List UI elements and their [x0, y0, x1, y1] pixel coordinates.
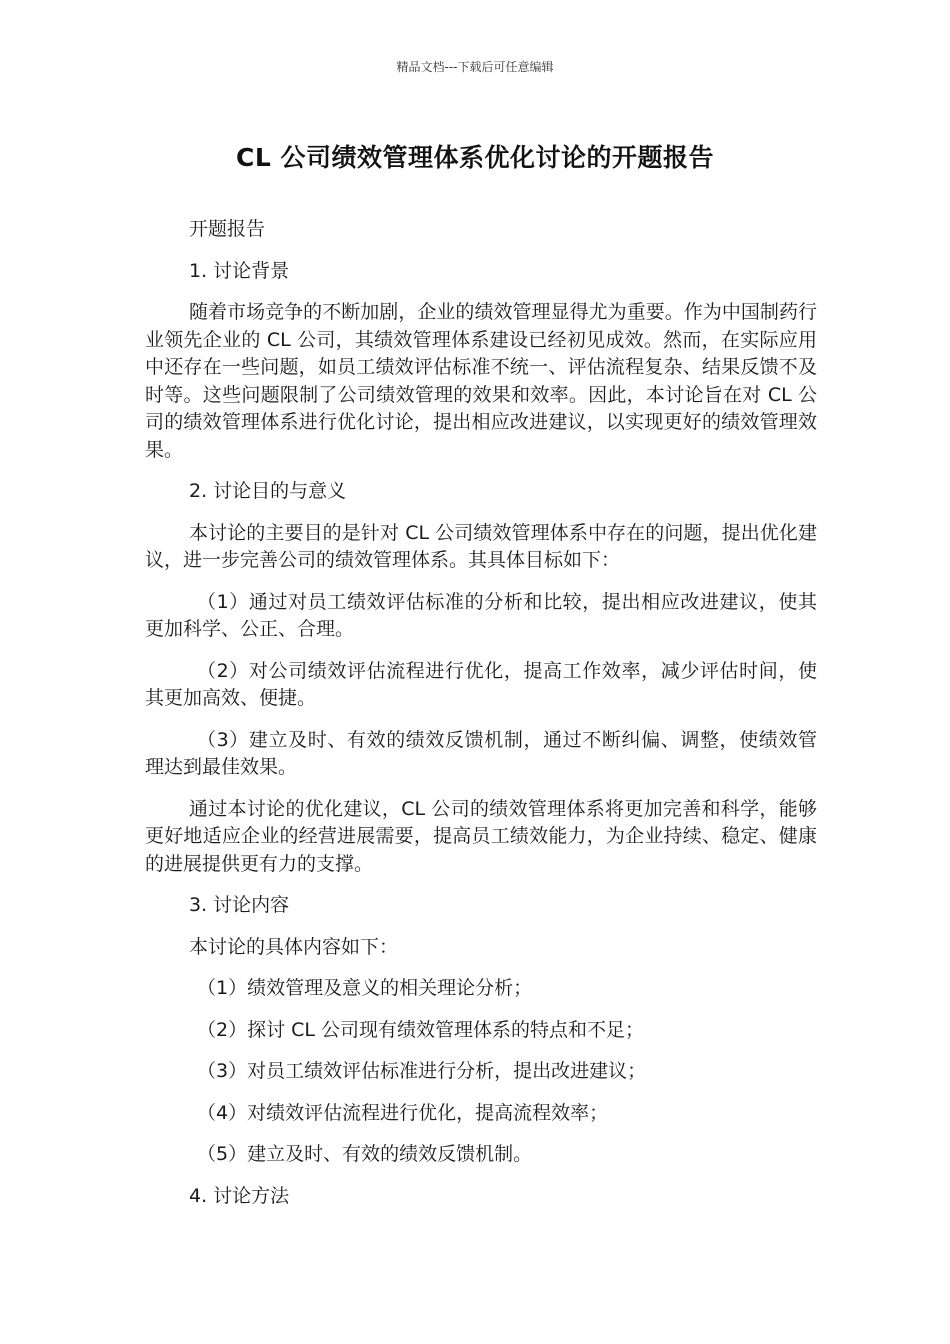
content-item-5: （5）建立及时、有效的绩效反馈机制。 [197, 1143, 533, 1165]
content-item-3: （3）对员工绩效评估标准进行分析，提出改进建议； [197, 1060, 647, 1082]
content-item-2: （2）探讨 CL 公司现有绩效管理体系的特点和不足； [197, 1018, 645, 1041]
goal-item-2: （2）对公司绩效评估流程进行优化，提高工作效率，减少评估时间，使其更加高效、便捷。 [145, 659, 817, 709]
report-label: 开题报告 [189, 218, 266, 240]
document-title: CL 公司绩效管理体系优化讨论的开题报告 [236, 143, 714, 172]
section-2-paragraph-1: 本讨论的主要目的是针对 CL 公司绩效管理体系中存在的问题，提出优化建议，进一步完善公司的绩效管理体系。其具体目标如下： [145, 521, 817, 571]
section-1-paragraph: 随着市场竞争的不断加剧，企业的绩效管理显得尤为重要。作为中国制药行业领先企业的 CL 公司，其绩效管理体系建设已经初见成效。然而，在实际应用中还存在一些问题，如员工绩效评估标准不统一、评估流程复杂、结果反馈不及时等。这些问题限制了公司绩效管理的效果和效率。因此，本讨论旨在对 CL 公司的绩效管理体系进行优化讨论，提出相应改进建议，以实现更好的绩效管理效果。 [145, 301, 817, 461]
section-2-heading: 2. 讨论目的与意义 [189, 480, 347, 502]
goal-item-3: （3）建立及时、有效的绩效反馈机制，通过不断纠偏、调整，使绩效管理达到最佳效果。 [145, 728, 817, 778]
section-1-heading: 1. 讨论背景 [189, 259, 290, 282]
section-3-intro: 本讨论的具体内容如下： [189, 935, 399, 958]
page-header: 精品文档---下载后可任意编辑 [396, 60, 554, 74]
section-2-paragraph-2: 通过本讨论的优化建议，CL 公司的绩效管理体系将更加完善和科学，能够更好地适应企业的经营进展需要，提高员工绩效能力，为企业持续、稳定、健康的进展提供更有力的支撑。 [145, 797, 817, 875]
document-body [145, 216, 817, 1224]
goal-item-1: （1）通过对员工绩效评估标准的分析和比较，提出相应改进建议，使其更加科学、公正、合理。 [145, 590, 817, 640]
section-4-heading: 4. 讨论方法 [189, 1184, 290, 1207]
section-3-heading: 3. 讨论内容 [189, 894, 290, 916]
content-item-1: （1）绩效管理及意义的相关理论分析； [197, 977, 533, 999]
content-item-4: （4）对绩效评估流程进行优化，提高流程效率； [197, 1101, 609, 1124]
